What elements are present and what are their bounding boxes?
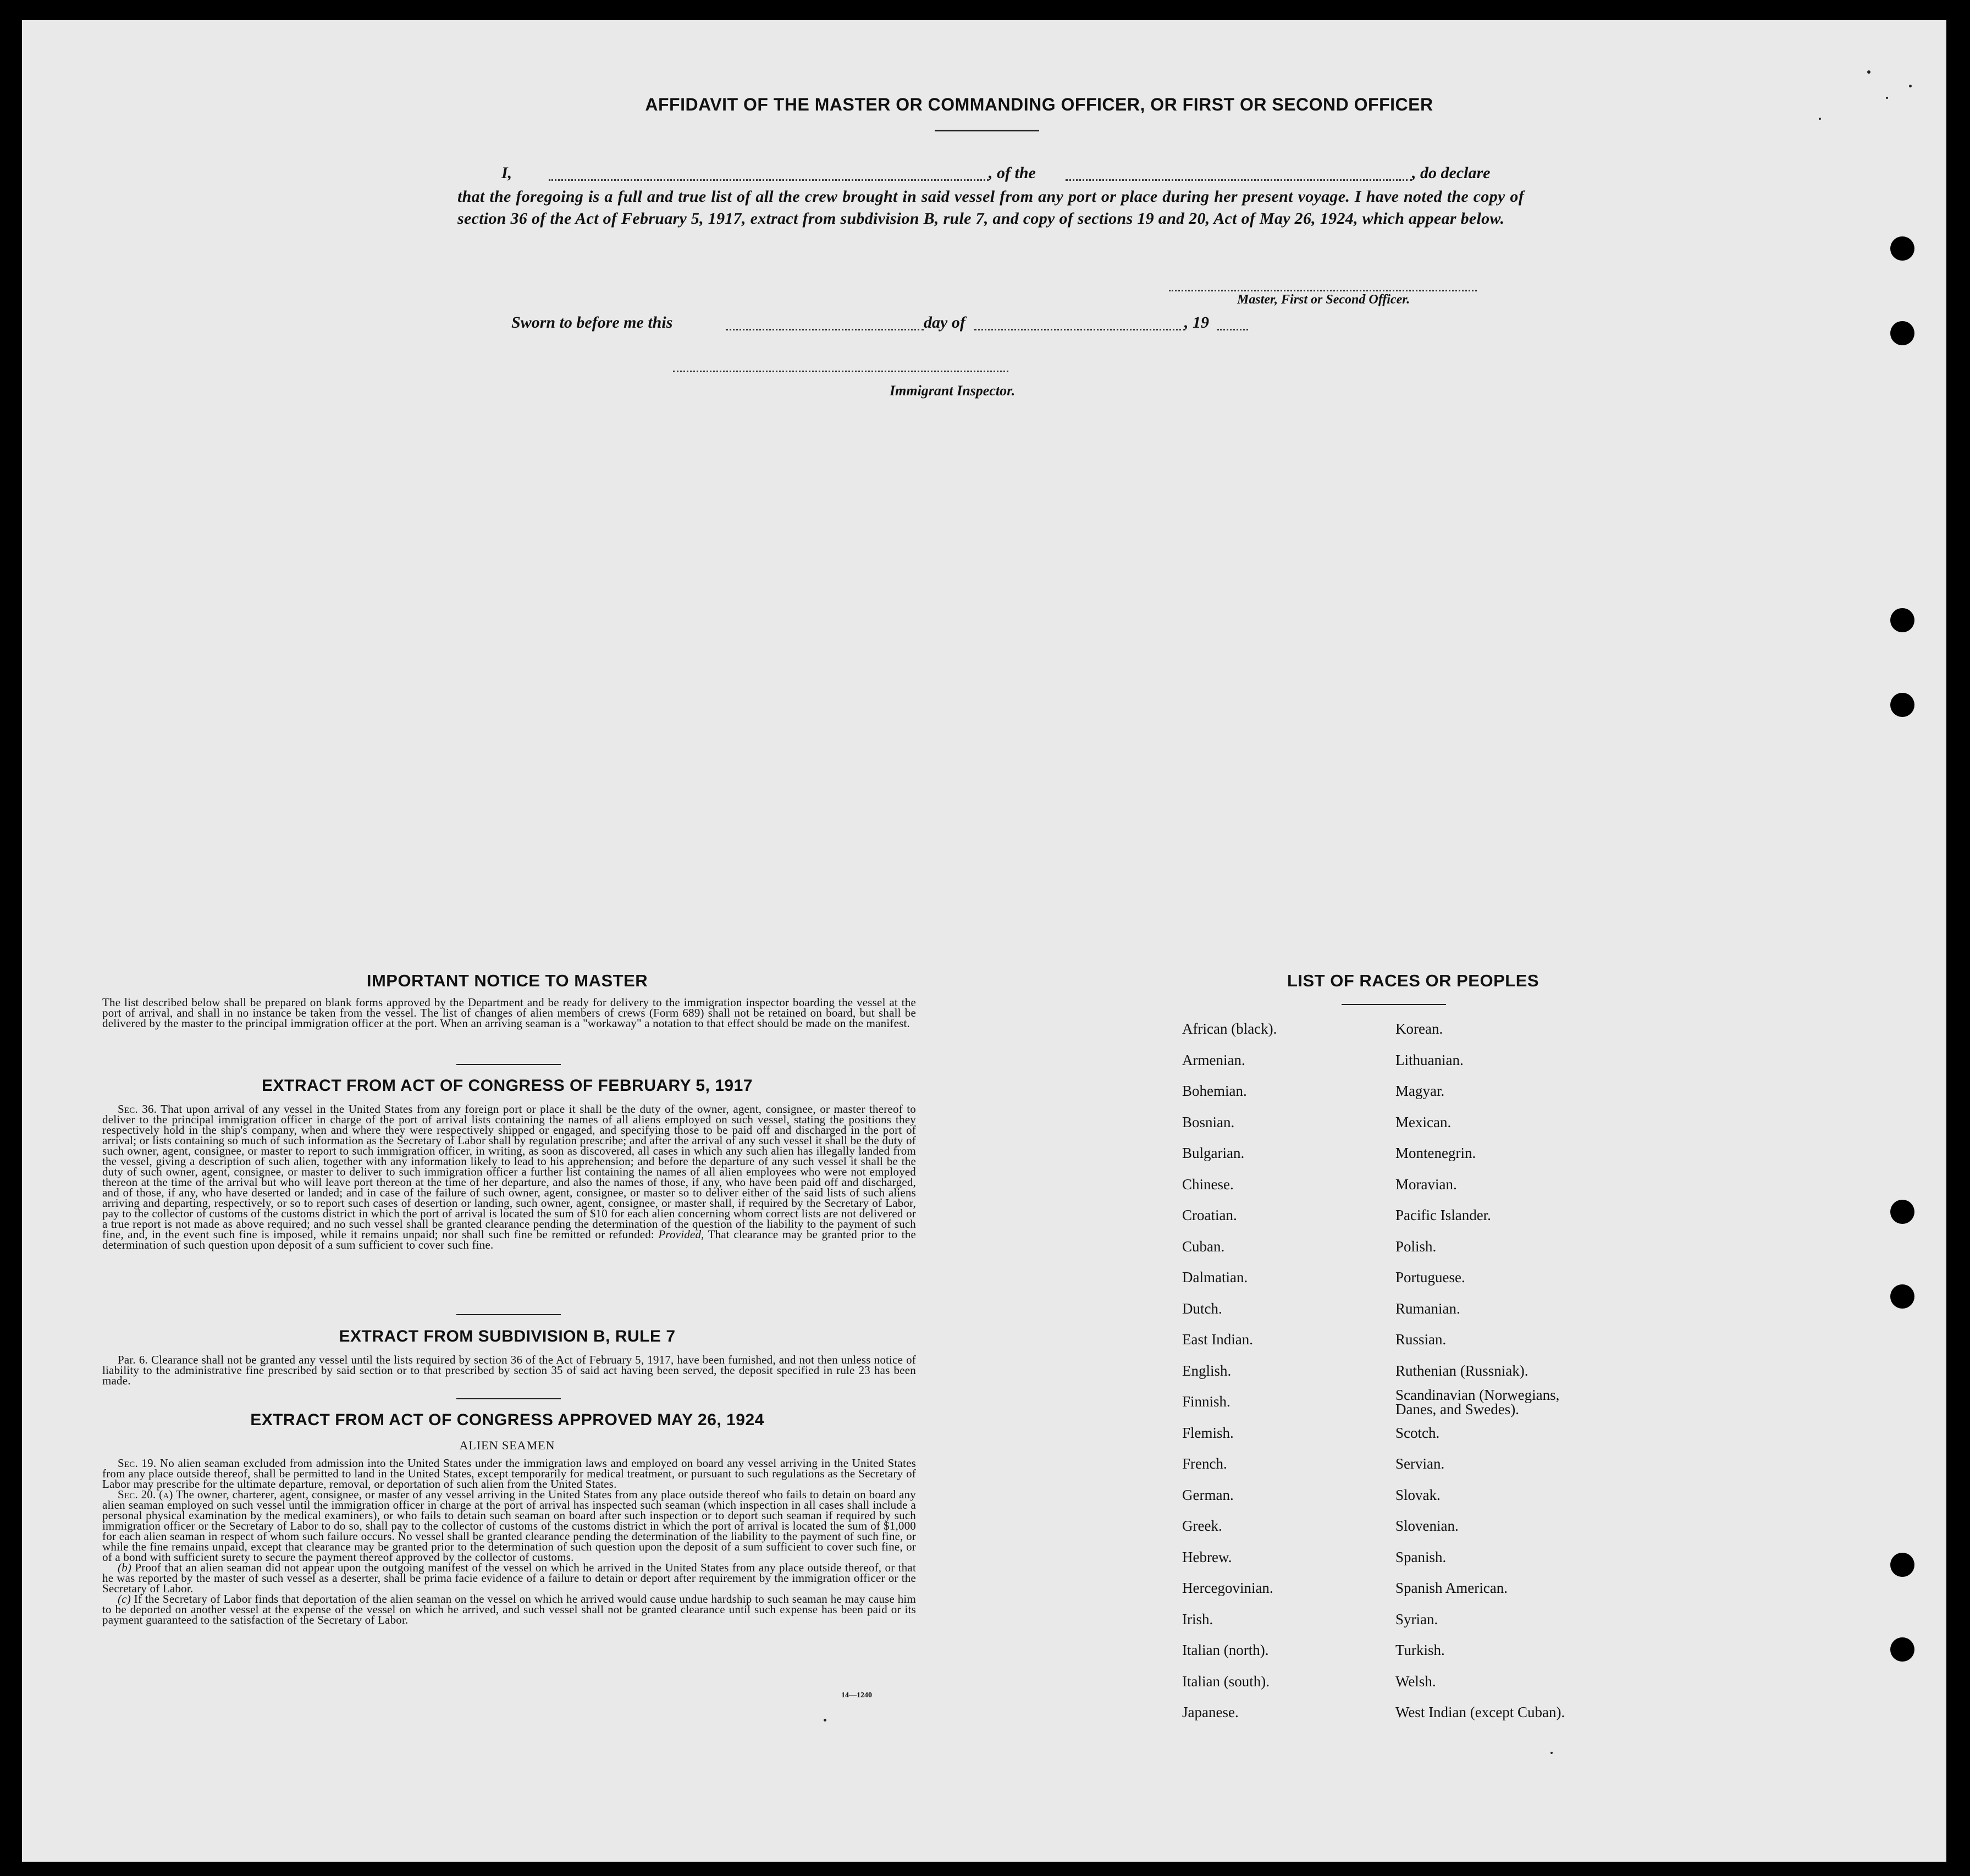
extract-rule7-title: EXTRACT FROM SUBDIVISION B, RULE 7 [339, 1327, 676, 1345]
sec-20-label: Sec. 20. (a) [118, 1488, 173, 1501]
sec-20b-label: (b) [118, 1561, 132, 1574]
extract-rule7-text: Par. 6. Clearance shall not be granted any vessel until the lists required by section 36 of the Act of February 5, 1917, have been furnished, and not then unless notice of liability to the administrative fine prescribed by said section or to that prescribed by section 35 of said act having been served, the deposit specified in rule 23 has been made. [102, 1353, 916, 1387]
race-item: Pacific Islander. [1395, 1207, 1491, 1223]
title-rule [935, 130, 1039, 131]
sworn-prefix: Sworn to before me this [511, 313, 673, 332]
speck [1550, 1752, 1553, 1754]
speck [1909, 85, 1912, 87]
race-item: Slovenian. [1395, 1518, 1459, 1534]
document-page [22, 20, 1946, 1862]
sec-19-paragraph [102, 1458, 916, 1489]
race-item: Hebrew. [1182, 1548, 1232, 1565]
race-item: Croatian. [1182, 1207, 1237, 1223]
race-item: Syrian. [1395, 1610, 1438, 1627]
race-item: Moravian. [1395, 1176, 1457, 1193]
race-item: German. [1182, 1486, 1234, 1503]
affidavit-title: AFFIDAVIT OF THE MASTER OR COMMANDING OFFICER, OR FIRST OR SECOND OFFICER [645, 95, 1433, 114]
extract-1917-title: EXTRACT FROM ACT OF CONGRESS OF FEBRUARY 5, 1917 [262, 1077, 753, 1095]
race-item: Bulgarian. [1182, 1145, 1245, 1161]
sec-36-label: Sec. 36. [118, 1102, 157, 1116]
race-item: Flemish. [1182, 1424, 1234, 1441]
form-number: 14—1240 [841, 1691, 872, 1700]
sworn-day-blank[interactable] [726, 329, 924, 330]
affidavit-do-declare: , do declare [1412, 164, 1491, 182]
sec-20a-paragraph [102, 1489, 916, 1563]
inspector-caption: Immigrant Inspector. [890, 383, 1016, 399]
inspector-signature-line[interactable] [673, 371, 1008, 372]
race-item: East Indian. [1182, 1331, 1253, 1348]
punch-hole [1890, 693, 1914, 717]
race-item: Korean. [1395, 1020, 1443, 1037]
sec-20b-paragraph [102, 1563, 916, 1594]
race-item: Italian (north). [1182, 1642, 1269, 1658]
speck [824, 1719, 826, 1721]
affidavit-of-the: , of the [989, 164, 1036, 182]
extract-1924-title: EXTRACT FROM ACT OF CONGRESS APPROVED MAY 26, 1924 [250, 1411, 764, 1429]
race-item: Irish. [1182, 1610, 1213, 1627]
proviso-label: Provided, [658, 1228, 704, 1241]
race-item: Slovak. [1395, 1486, 1441, 1503]
punch-hole [1890, 1553, 1914, 1577]
sec-20b-text: Proof that an alien seaman did not appear upon the outgoing manifest of the vessel on which he arrived in the United States from any place outside thereof, or that he was reported by the master of such vessel as a deserter, shall be prima facie evidence of a failure to detain or deport after requirement by the immigration officer or the Secretary of Labor. [102, 1561, 916, 1595]
sec-20c-text: If the Secretary of Labor finds that deportation of the alien seaman on the vessel on which he arrived would cause undue hardship to such seaman he may cause him to be deported on another vessel at the expense of the vessel on which he arrived, and such vessel shall not be granted clearance until such expense has been paid or its payment guaranteed to the satisfaction of the Secretary of Labor. [102, 1592, 917, 1626]
sworn-month-blank[interactable] [974, 329, 1185, 330]
race-item: Turkish. [1395, 1642, 1445, 1658]
notice-title: IMPORTANT NOTICE TO MASTER [366, 971, 648, 990]
race-item: Japanese. [1182, 1704, 1239, 1720]
proviso-text: That clearance may be granted prior to the determination of such question upon deposit of a sum sufficient to cover such fine. [102, 1228, 916, 1251]
race-item: Armenian. [1182, 1051, 1245, 1068]
race-item: Scotch. [1395, 1424, 1440, 1441]
sworn-year: , 19 [1184, 313, 1209, 332]
punch-hole [1890, 1200, 1914, 1224]
sec-19-text: No alien seaman excluded from admission into the United States under the immigration laws and employed on board any vessel arriving in the United States from any place outside thereof, shall be permitted to land in the United States, except temporarily for medical treatment, or pursuant to such regulations as the Secretary of Labor may prescribe for the ultimate departure, removal, or deportation of such alien from the United States. [102, 1456, 916, 1491]
section-rule [456, 1314, 561, 1315]
race-item: Scandinavian (Norwegians, Danes, and Swedes). [1395, 1387, 1560, 1417]
sec-20a-text: The owner, charterer, agent, consignee, or master of any vessel arriving in the United States from any place outside thereof who fails to detain on board any alien seaman employed on such vessel until the immigration officer in charge at the port of arrival has inspected such seaman (which inspection in all cases shall include a personal physical examination by the medical examiners), or who fails to detain such seaman on board after such inspection or to deport such seaman if required by such immigration officer or the Secretary of Labor to do so, shall pay to the collector of customs of the customs district in which the port of arrival is located the sum of $1,000 for each alien seaman in respect of whom such failure occurs. No vessel shall be granted clearance pending the determination of the liability to the payment of such fine, or while the fine remains unpaid, except that clearance may be granted prior to the determination of such question upon the deposit of a sum sufficient to cover such fine, or of a bond with sufficient surety to secure the payment thereof approved by the collector of customs. [102, 1488, 916, 1564]
affidavit-body: that the foregoing is a full and true list of all the crew brought in said vessel from any port or place during her present voyage. I have noted the copy of section 36 of the Act of February 5, 1917, extract from subdivision B, rule 7, and copy of sections 19 and 20, Act of May 26, 1924, which appear below. [457, 187, 1524, 228]
race-item: Rumanian. [1395, 1300, 1460, 1317]
speck [1819, 118, 1821, 120]
race-item: Dutch. [1182, 1300, 1222, 1317]
race-item: Ruthenian (Russniak). [1395, 1362, 1528, 1379]
race-item: Finnish. [1182, 1393, 1230, 1410]
notice-text: The list described below shall be prepared on blank forms approved by the Department and be ready for delivery to the immigration inspector boarding the vessel at the port of arrival, and shall in no instance be taken from the vessel. The list of changes of alien members of crews (Form 689) shall not be retained on board, but shall be delivered by the master to the principal immigration officer at the port. When an arriving seaman is a "workaway" a notation to that effect should be made on the manifest. [102, 996, 916, 1030]
alien-seamen-subtitle: ALIEN SEAMEN [459, 1438, 555, 1452]
race-item: Dalmatian. [1182, 1269, 1248, 1285]
race-item: Chinese. [1182, 1176, 1234, 1193]
race-item: Servian. [1395, 1455, 1445, 1472]
punch-hole [1890, 321, 1914, 345]
race-item: Italian (south). [1182, 1673, 1270, 1690]
race-item: Bosnian. [1182, 1113, 1235, 1130]
master-signature-line[interactable] [1169, 290, 1477, 291]
affidavit-i: I, [501, 164, 512, 182]
race-item: Polish. [1395, 1238, 1437, 1255]
speck [1886, 97, 1888, 99]
race-item: English. [1182, 1362, 1232, 1379]
race-item: Cuban. [1182, 1238, 1225, 1255]
races-title-rule [1342, 1004, 1446, 1005]
extract-1917-text [102, 1104, 916, 1250]
race-item: Russian. [1395, 1331, 1447, 1348]
race-item: Spanish. [1395, 1548, 1447, 1565]
sec-20c-paragraph [102, 1594, 916, 1625]
race-item: Greek. [1182, 1518, 1222, 1534]
punch-hole [1890, 1284, 1914, 1309]
race-item: Spanish American. [1395, 1580, 1508, 1596]
extract-1924-text [102, 1458, 916, 1625]
sec-36-text: That upon arrival of any vessel in the United States from any foreign port or place it shall be the duty of the owner, agent, consignee, or master thereof to deliver to the principal immigration officer in charge of the port of arrival lists containing the names of all aliens employed on such vessel, stating the positions they respectively hold in the ship's company, when and where they were respectively shipped or engaged, and specifying those to be paid off and discharged in the port of arrival; or lists containing so much of such information as the Secretary of Labor shall by regulation prescribe; and after the arrival of any such vessel it shall be the duty of such owner, agent, consignee, or master to report to such immigration officer, in writing, as soon as discovered, all cases in which any such alien has illegally landed from the vessel, giving a description of such alien, together with any information likely to lead to his apprehension; and before the departure of any such vessel it shall be the duty of such owner, agent, consignee, or master to deliver to such immigration officer a further list containing the names of all alien employees who were not employed thereon at the time of the arrival but who will leave port thereon at the time of her departure, and also the names of those, if any, who have been paid off and discharged, and of those, if any, who have deserted or landed; and in case of the failure of such owner, agent, consignee, or master so to deliver either of the said lists of such aliens arriving and departing, respectively, or so to report such cases of desertion or landing, such owner, agent, consignee, or master shall, if required by the Secretary of Labor, pay to the collector of customs of the customs district in which the port of arrival is located the sum of $10 for each alien concerning whom correct lists are not delivered or a true report is not made as above required; and no such vessel shall be granted clearance pending the determination of the question of the liability to the payment of such fine, and, in the event such fine is imposed, while it remains unpaid; nor shall such fine be remitted or refunded: [102, 1102, 916, 1241]
race-item: French. [1182, 1455, 1227, 1472]
punch-hole [1890, 1637, 1914, 1662]
section-rule [456, 1064, 561, 1065]
race-item: Portuguese. [1395, 1269, 1465, 1285]
races-title: LIST OF RACES OR PEOPLES [1287, 971, 1539, 990]
master-caption: Master, First or Second Officer. [1237, 293, 1410, 307]
sec-20c-label: (c) [118, 1592, 131, 1605]
section-rule [456, 1398, 561, 1399]
name-blank[interactable] [549, 179, 989, 181]
speck [1867, 70, 1870, 74]
race-item: Welsh. [1395, 1673, 1436, 1690]
race-item: Hercegovinian. [1182, 1580, 1273, 1596]
sworn-year-blank[interactable] [1217, 329, 1248, 330]
sec-19-label: Sec. 19. [118, 1456, 157, 1470]
punch-hole [1890, 608, 1914, 632]
race-item: Magyar. [1395, 1083, 1445, 1099]
race-item: Lithuanian. [1395, 1051, 1464, 1068]
race-item: African (black). [1182, 1020, 1277, 1037]
punch-hole [1890, 236, 1914, 261]
vessel-blank[interactable] [1066, 179, 1412, 181]
sworn-day-of: day of [924, 313, 965, 332]
race-item: West Indian (except Cuban). [1395, 1704, 1565, 1720]
race-item: Bohemian. [1182, 1083, 1247, 1099]
race-item: Mexican. [1395, 1113, 1452, 1130]
race-item: Montenegrin. [1395, 1145, 1476, 1161]
